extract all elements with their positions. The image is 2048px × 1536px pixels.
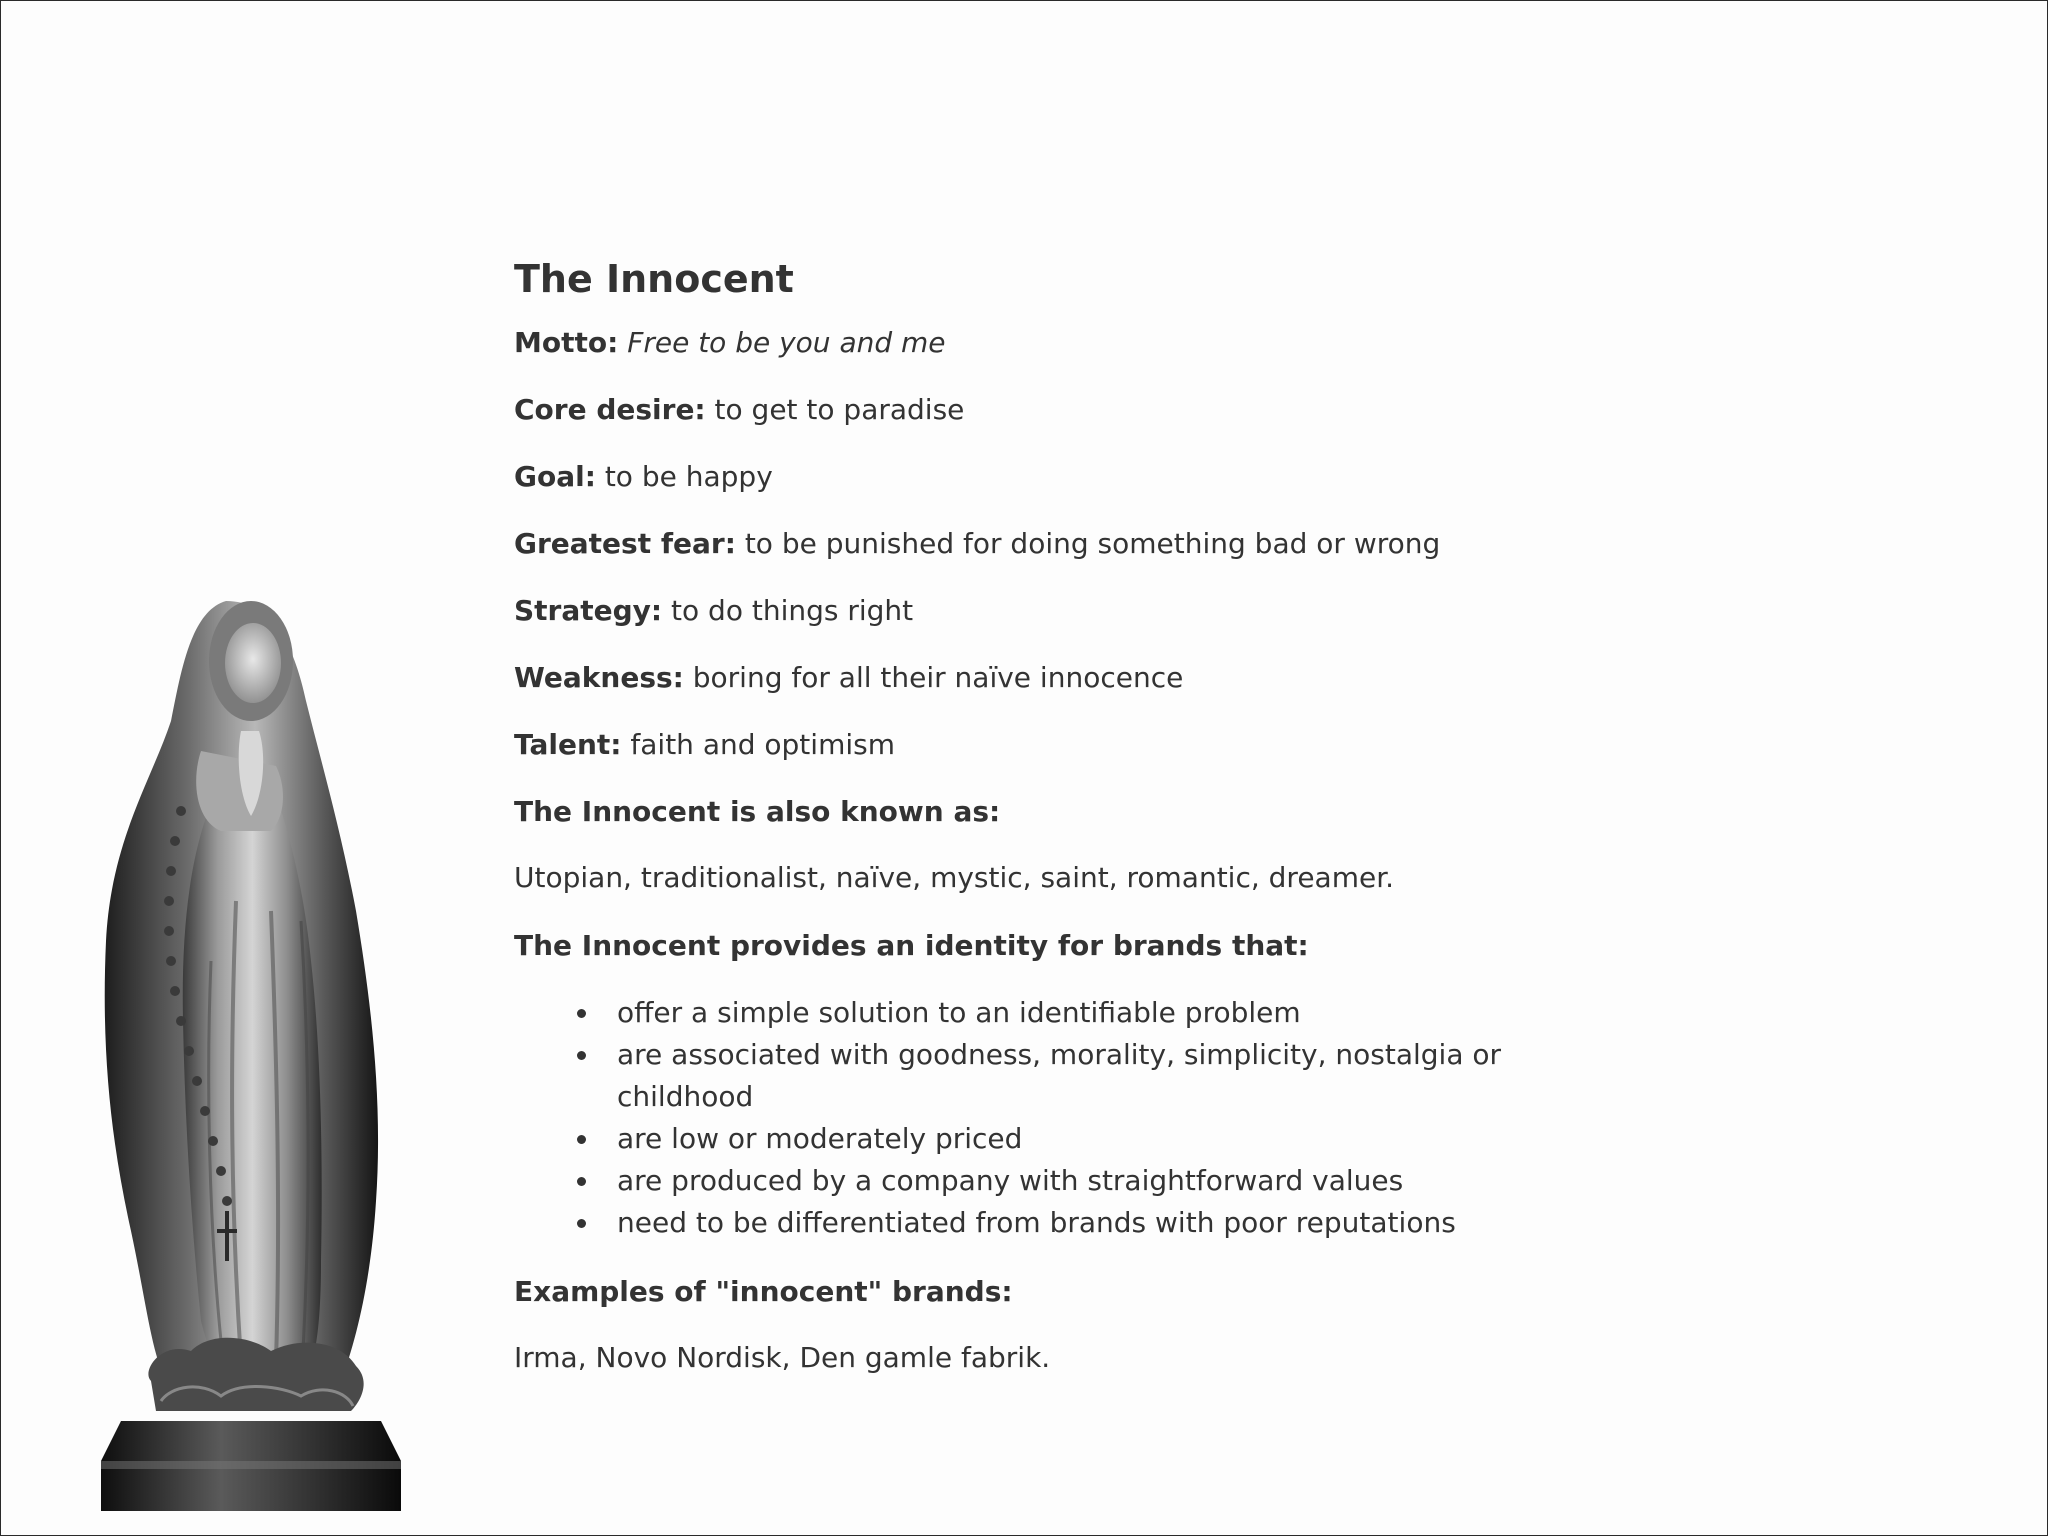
list-item: [577, 992, 1537, 1034]
examples-heading: Examples of "innocent" brands:: [514, 1275, 1013, 1308]
greatest-fear-row: [514, 524, 1614, 591]
core-desire-label: Core desire:: [514, 393, 706, 426]
archetype-content: [514, 253, 1614, 1406]
greatest-fear-value: to be punished for doing something bad or wrong: [744, 527, 1441, 560]
identity-list: [514, 992, 1537, 1244]
talent-value: faith and optimism: [630, 728, 895, 761]
core-desire-row: [514, 390, 1614, 457]
madonna-statue-image: [71, 581, 431, 1521]
motto-label: Motto:: [514, 326, 619, 359]
bullet-icon: [577, 1051, 586, 1060]
strategy-label: Strategy:: [514, 594, 663, 627]
goal-label: Goal:: [514, 460, 596, 493]
bullet-icon: [577, 1219, 586, 1228]
list-item-text: are associated with goodness, morality, simplicity, nostalgia or childhood: [617, 1038, 1502, 1113]
list-item: [577, 1202, 1537, 1244]
core-desire-value: to get to paradise: [714, 393, 965, 426]
motto-value: Free to be you and me: [627, 326, 946, 359]
identity-heading: The Innocent provides an identity for brands that:: [514, 929, 1309, 962]
examples-text: Irma, Novo Nordisk, Den gamle fabrik.: [514, 1341, 1051, 1374]
bullet-icon: [577, 1177, 586, 1186]
also-known-heading: The Innocent is also known as:: [514, 795, 1001, 828]
weakness-value: boring for all their naïve innocence: [692, 661, 1184, 694]
list-item: [577, 1034, 1537, 1118]
list-item-text: offer a simple solution to an identifiable problem: [617, 996, 1301, 1029]
list-item-text: need to be differentiated from brands with poor reputations: [617, 1206, 1456, 1239]
list-item: [577, 1118, 1537, 1160]
strategy-value: to do things right: [671, 594, 914, 627]
strategy-row: [514, 591, 1614, 658]
motto-row: [514, 323, 1614, 390]
greatest-fear-label: Greatest fear:: [514, 527, 736, 560]
goal-row: [514, 457, 1614, 524]
weakness-row: [514, 658, 1614, 725]
talent-label: Talent:: [514, 728, 622, 761]
weakness-label: Weakness:: [514, 661, 684, 694]
list-item: [577, 1160, 1537, 1202]
bullet-icon: [577, 1135, 586, 1144]
goal-value: to be happy: [604, 460, 773, 493]
also-known-text: Utopian, traditionalist, naïve, mystic, saint, romantic, dreamer.: [514, 861, 1395, 894]
bullet-icon: [577, 1009, 586, 1018]
list-item-text: are produced by a company with straightforward values: [617, 1164, 1404, 1197]
page-title: The Innocent: [514, 257, 794, 301]
list-item-text: are low or moderately priced: [617, 1122, 1023, 1155]
talent-row: [514, 725, 1614, 792]
